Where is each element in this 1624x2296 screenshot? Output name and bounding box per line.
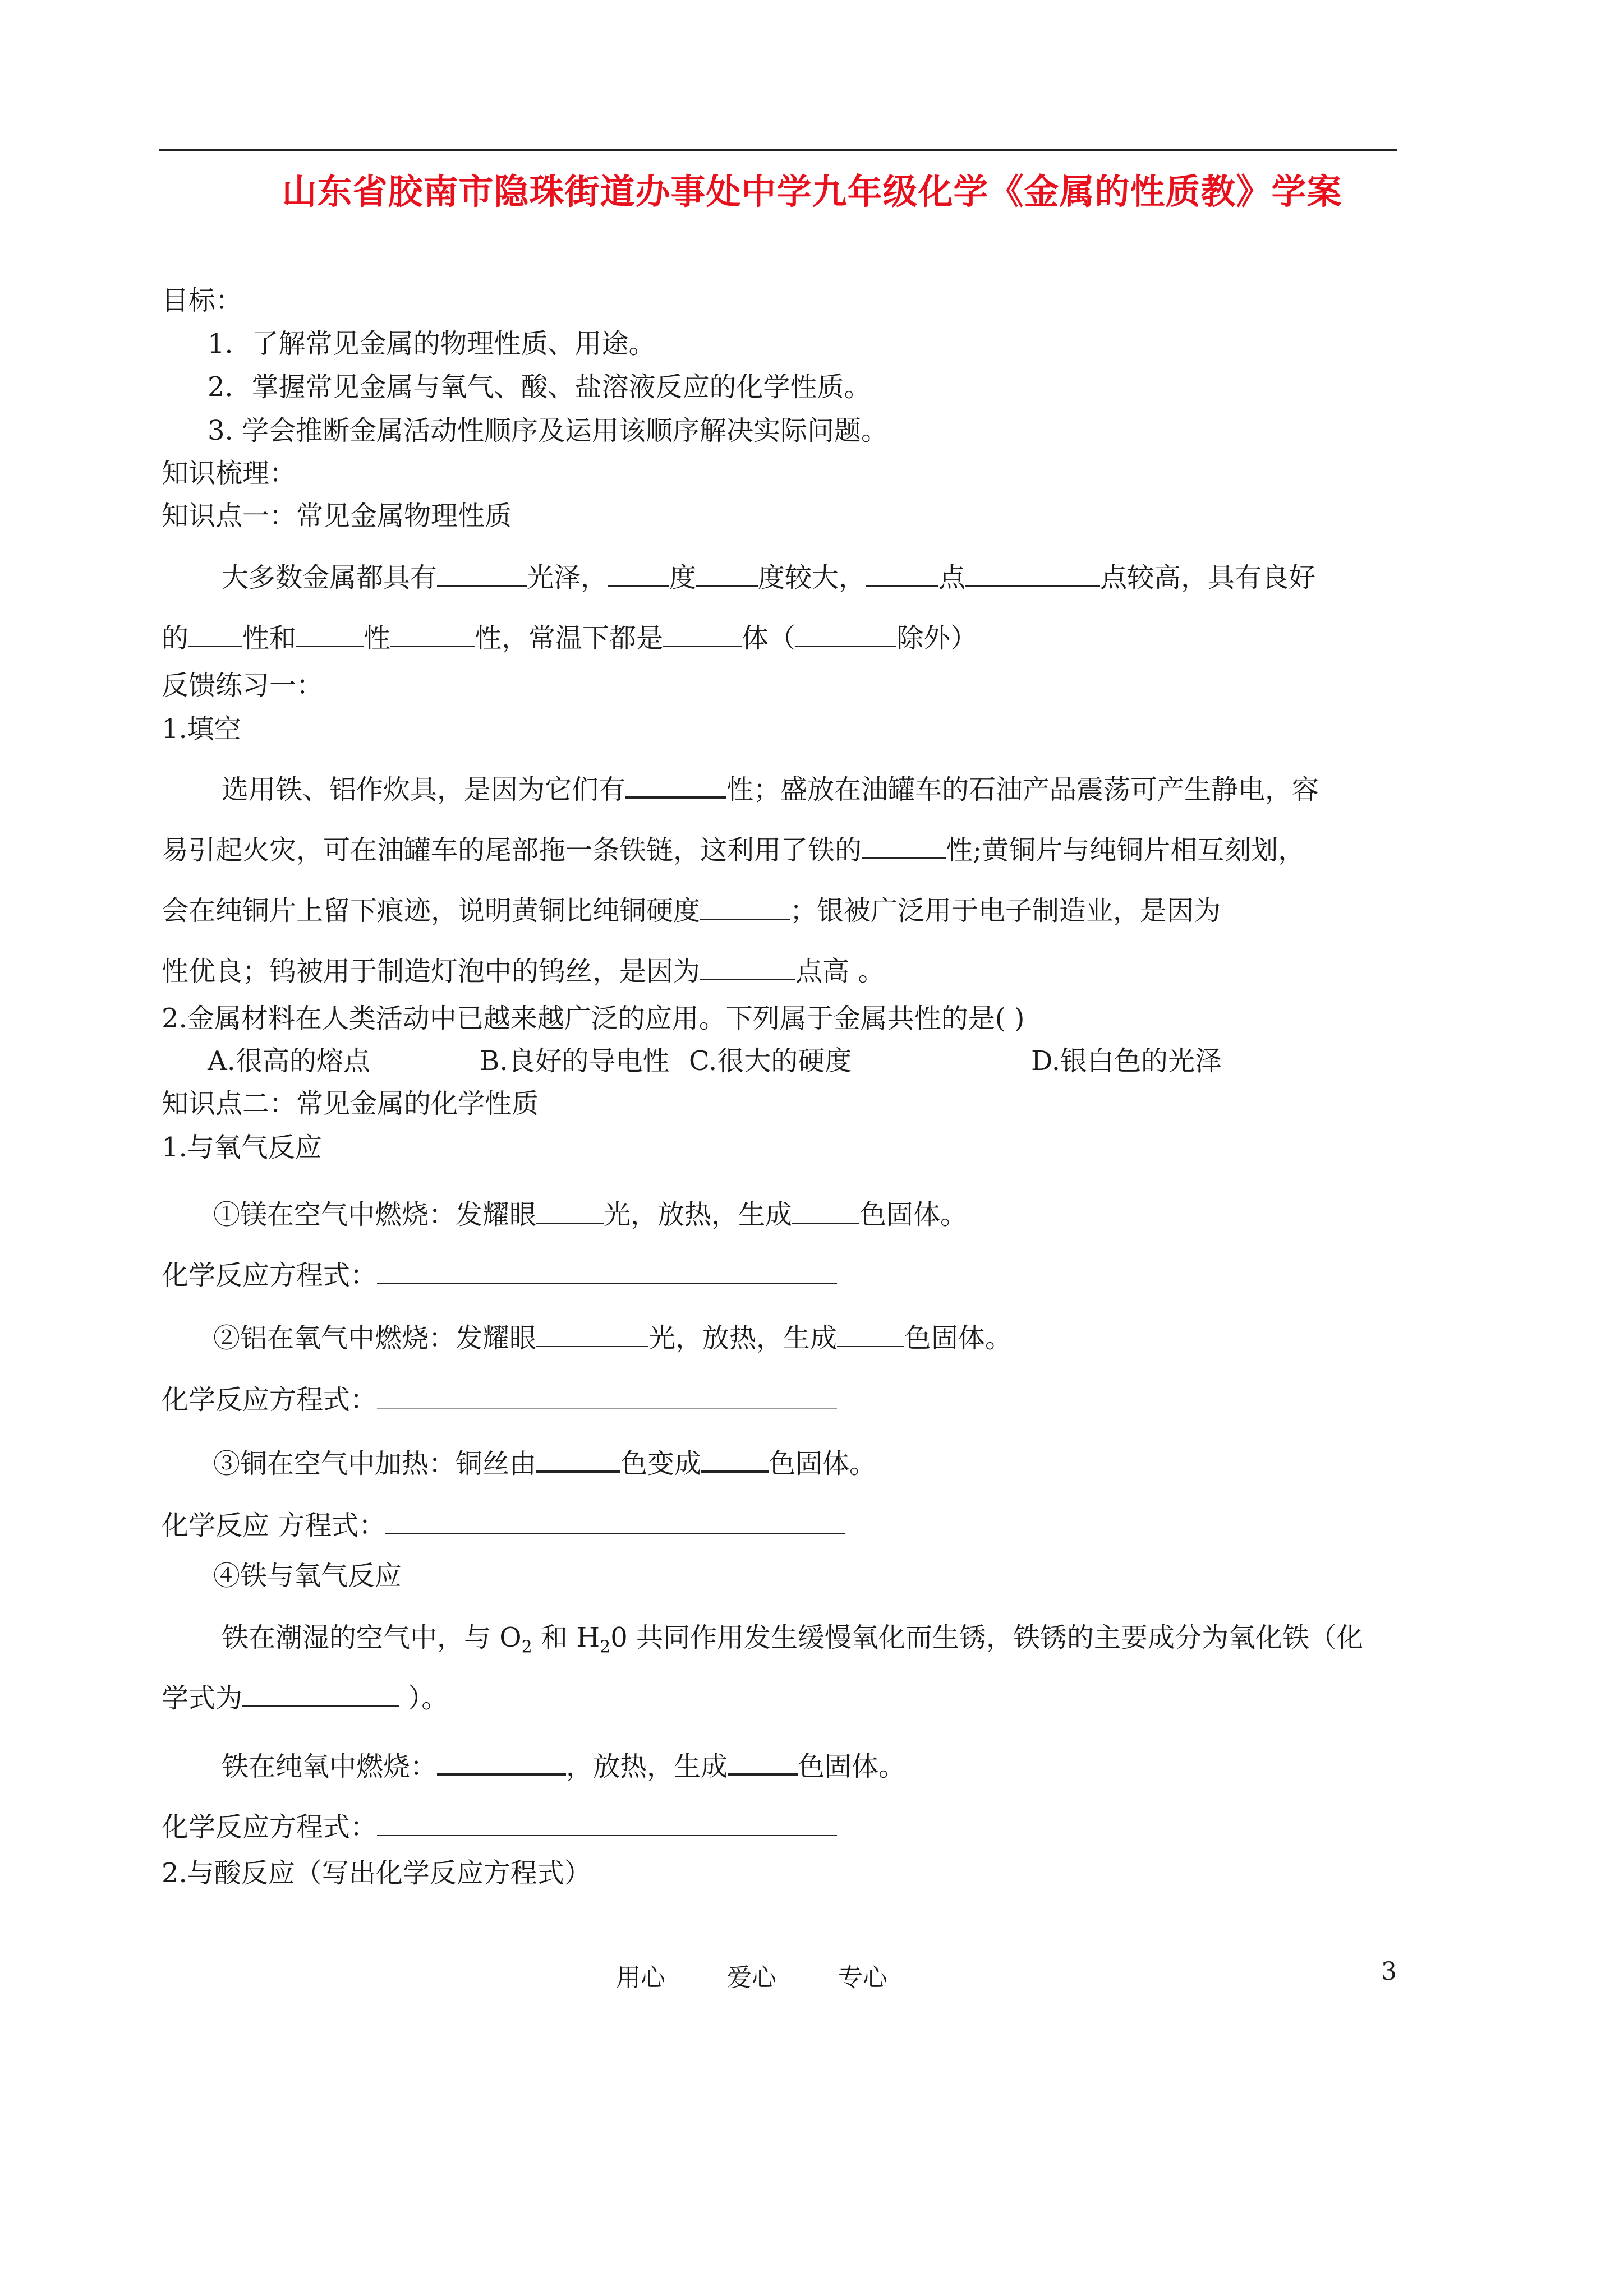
equation-blank[interactable] <box>377 1385 837 1409</box>
q1-heading: 1.填空 <box>162 713 241 745</box>
q2-option-c[interactable]: C.很大的硬度 <box>689 1045 852 1077</box>
footer-text: 专心 <box>838 1963 887 1992</box>
fill-blank[interactable] <box>608 563 669 587</box>
goal-item: 3. 学会推断金属活动性顺序及运用该顺序解决实际问题。 <box>208 415 889 446</box>
knowledge-heading: 知识梳理： <box>162 458 297 489</box>
fe-heading: ④铁与氧气反应 <box>213 1560 402 1592</box>
equation-blank[interactable] <box>377 1261 837 1284</box>
page-number: 3 <box>1381 1957 1397 1986</box>
fill-blank[interactable] <box>728 1751 798 1776</box>
fill-blank[interactable] <box>701 1448 769 1473</box>
fill-blank[interactable] <box>536 1200 604 1224</box>
goal-item: 1．了解常见金属的物理性质、用途。 <box>208 328 656 359</box>
fill-blank[interactable] <box>536 1448 620 1473</box>
fill-blank[interactable] <box>866 563 938 587</box>
fill-blank[interactable] <box>437 563 527 587</box>
r1-heading: 1.与氧气反应 <box>162 1132 322 1163</box>
mg-equation: 化学反应方程式： <box>162 1258 837 1292</box>
fill-blank[interactable] <box>696 563 758 587</box>
q2-question: 2.金属材料在人类活动中已越来越广泛的应用。下列属于金属共性的是( ) <box>162 1003 1025 1034</box>
q1-line3: 会在纯铜片上留下痕迹，说明黄铜比纯铜硬度 ；银被广泛用于电子制造业，是因为 <box>162 895 1221 926</box>
fill-blank[interactable] <box>242 1682 399 1707</box>
fill-blank[interactable] <box>795 624 896 647</box>
p1-line2: 的 性和 性 性，常温下都是 体（ 除外） <box>162 623 978 654</box>
mg-line: ①镁在空气中燃烧：发耀眼 光，放热，生成 色固体。 <box>213 1199 968 1230</box>
point1-heading: 知识点一：常见金属物理性质 <box>162 500 512 532</box>
goals-heading: 目标： <box>162 285 243 316</box>
fill-blank[interactable] <box>837 1324 904 1347</box>
point2-heading: 知识点二：常见金属的化学性质 <box>162 1088 539 1119</box>
header-rule <box>159 149 1397 151</box>
q1-line1: 选用铁、铝作炊具，是因为它们有 性；盛放在油罐车的石油产品震荡可产生静电，容 <box>222 774 1319 805</box>
fill-blank[interactable] <box>663 624 742 647</box>
q2-option-b[interactable]: B.良好的导电性 <box>480 1045 670 1077</box>
fe-line2: 学式为 ）。 <box>162 1682 449 1714</box>
fill-blank[interactable] <box>700 957 795 980</box>
al-equation: 化学反应方程式： <box>162 1383 837 1417</box>
fill-blank[interactable] <box>188 624 242 647</box>
fill-blank[interactable] <box>700 896 790 920</box>
cu-line: ③铜在空气中加热：铜丝由 色变成 色固体。 <box>213 1448 877 1479</box>
fill-blank[interactable] <box>625 774 726 799</box>
fill-blank[interactable] <box>792 1200 859 1224</box>
fill-blank[interactable] <box>536 1324 648 1347</box>
feedback1-heading: 反馈练习一： <box>162 670 324 701</box>
cu-equation: 化学反应 方程式： <box>162 1509 845 1542</box>
al-line: ②铝在氧气中燃烧：发耀眼 光，放热，生成 色固体。 <box>213 1322 1013 1354</box>
equation-blank[interactable] <box>385 1511 845 1534</box>
equation-blank[interactable] <box>377 1813 837 1836</box>
p1-line1: 大多数金属都具有 光泽， 度 度较大， 点 点较高，具有良好 <box>222 562 1316 593</box>
fill-blank[interactable] <box>296 624 364 647</box>
fe-equation: 化学反应方程式： <box>162 1810 837 1844</box>
fill-blank[interactable] <box>862 835 946 859</box>
fill-blank[interactable] <box>390 624 475 647</box>
fill-blank[interactable] <box>437 1751 566 1776</box>
fill-blank[interactable] <box>965 563 1100 587</box>
footer-text: 爱心 <box>727 1963 776 1992</box>
fe-line1: 铁在潮湿的空气中，与 $O_2$ 和 $H_20$ 共同作用发生缓慢氧化而生锈，铁锈的主要成分为氧化铁（化 <box>222 1622 1364 1657</box>
footer-text: 用心 <box>616 1963 665 1992</box>
page-title: 山东省胶南市隐珠街道办事处中学九年级化学《金属的性质教》学案 <box>282 171 1342 212</box>
r2-heading: 2.与酸反应（写出化学反应方程式） <box>162 1857 591 1889</box>
fe-o2-line: 铁在纯氧中燃烧： ，放热，生成 色固体。 <box>222 1751 906 1782</box>
q1-line2: 易引起火灾，可在油罐车的尾部拖一条铁链，这利用了铁的 性;黄铜片与纯铜片相互刻划， <box>162 835 1305 866</box>
goal-item: 2．掌握常见金属与氧气、酸、盐溶液反应的化学性质。 <box>208 371 871 403</box>
q2-option-a[interactable]: A.很高的熔点 <box>208 1045 370 1077</box>
q1-line4: 性优良；钨被用于制造灯泡中的钨丝，是因为 点高 。 <box>162 956 885 987</box>
q2-option-d[interactable]: D.银白色的光泽 <box>1031 1045 1222 1077</box>
